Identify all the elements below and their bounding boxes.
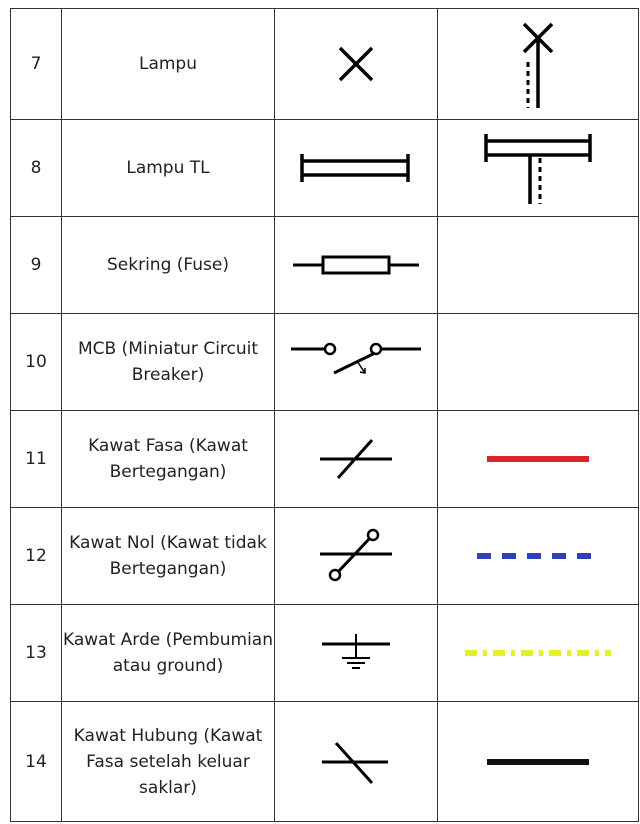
- row-number: 8: [11, 120, 62, 217]
- symbol-name: Lampu TL: [62, 120, 275, 217]
- table-row: [11, 702, 639, 822]
- switched-wire-icon: [316, 737, 396, 787]
- yellow-dash-dot-line: [463, 643, 613, 663]
- table-row: [11, 508, 639, 605]
- symbol-name: Kawat Hubung (Kawat Fasa setelah keluar saklar): [62, 702, 275, 822]
- phase-wire-icon: [316, 434, 396, 484]
- row-number: 13: [11, 605, 62, 702]
- table-row: [11, 120, 639, 217]
- tl-lamp-with-wire-icon: [478, 128, 598, 208]
- table-row: [11, 9, 639, 120]
- symbol-name: Kawat Arde (Pembumian atau ground): [62, 605, 275, 702]
- fuse-icon: [291, 250, 421, 280]
- row-number: 7: [11, 9, 62, 120]
- table-row: [11, 605, 639, 702]
- mcb-icon: [289, 337, 423, 387]
- ground-icon: [316, 628, 396, 678]
- row-number: 14: [11, 702, 62, 822]
- red-solid-line: [483, 449, 593, 469]
- table-row: [11, 411, 639, 508]
- lamp-x-with-wire-icon: [508, 14, 568, 114]
- black-solid-line: [483, 752, 593, 772]
- table-row: [11, 217, 639, 314]
- lamp-x-icon: [326, 34, 386, 94]
- row-number: 9: [11, 217, 62, 314]
- tl-lamp-icon: [296, 148, 416, 188]
- symbol-name: Kawat Nol (Kawat tidak Bertegangan): [62, 508, 275, 605]
- symbol-name: MCB (Miniatur Circuit Breaker): [62, 314, 275, 411]
- row-number: 12: [11, 508, 62, 605]
- row-number: 11: [11, 411, 62, 508]
- symbol-name: Sekring (Fuse): [62, 217, 275, 314]
- blue-dashed-line: [473, 546, 603, 566]
- symbol-name: Kawat Fasa (Kawat Bertegangan): [62, 411, 275, 508]
- symbol-name: Lampu: [62, 9, 275, 120]
- table-row: [11, 314, 639, 411]
- neutral-wire-icon: [316, 526, 396, 586]
- row-number: 10: [11, 314, 62, 411]
- symbol-table: [10, 8, 639, 822]
